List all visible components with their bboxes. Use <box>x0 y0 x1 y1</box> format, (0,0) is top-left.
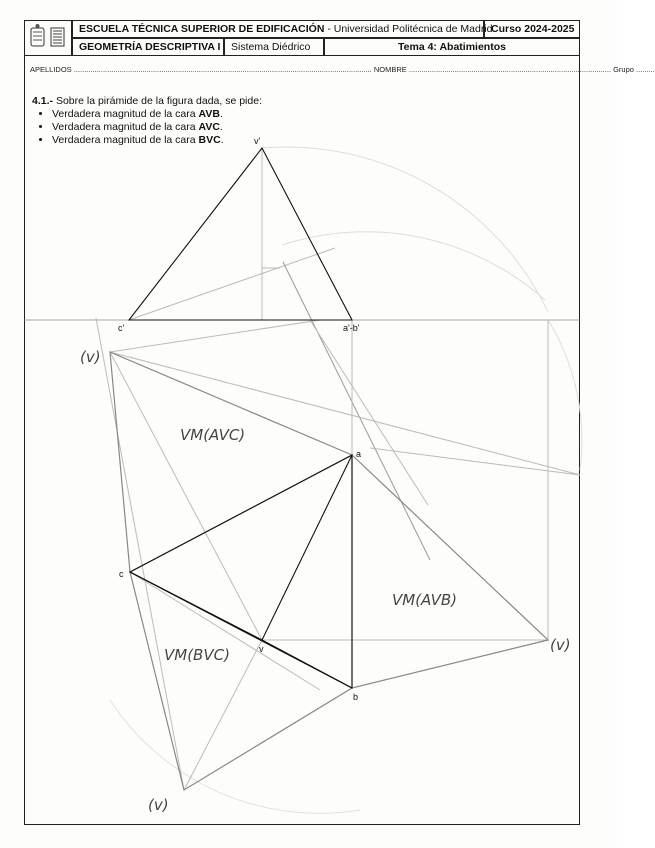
name-label: NOMBRE <box>373 65 407 74</box>
exercise-item: • Verdadera magnitud de la cara AVB. <box>52 108 262 121</box>
rotation-arc-right <box>548 320 582 470</box>
group-line[interactable]: ......... <box>636 65 655 74</box>
topic-title: Tema 4: Abatimientos <box>324 38 580 56</box>
label-c-prime: c' <box>118 323 125 333</box>
label-c: c <box>119 569 124 579</box>
university-name: - Universidad Politécnica de Madrid <box>327 23 493 35</box>
annotation-vm-bvc: VM(BVC) <box>164 646 230 664</box>
face-avc-true <box>110 352 352 572</box>
subject-name: GEOMETRÍA DESCRIPTIVA I <box>72 38 224 56</box>
elevation-triangle <box>129 148 352 320</box>
label-v: v <box>259 644 264 654</box>
true-magnitude-faces <box>110 352 548 790</box>
course-year: Curso 2024-2025 <box>484 20 580 38</box>
label-ab-prime: a'-b' <box>343 323 360 333</box>
elevation-projection <box>129 148 352 320</box>
name-line[interactable]: ................................................................................................. <box>408 65 611 74</box>
line-v-rot-up <box>110 320 320 352</box>
edge-va <box>262 455 352 640</box>
exercise-prompt-text: Sobre la pirámide de la figura dada, se pide: <box>55 95 262 107</box>
line-v-to-v <box>110 352 262 640</box>
fold-left <box>96 318 184 790</box>
surname-label: APELLIDOS <box>30 65 72 74</box>
label-a: a <box>356 449 362 459</box>
label-b: b <box>353 692 359 702</box>
rotation-axis-long <box>283 262 430 560</box>
line-v-rot-right <box>110 352 580 475</box>
construction-lines <box>96 147 582 813</box>
face-avb-true <box>352 455 548 688</box>
construction-hinge <box>129 248 335 320</box>
annotation-v-rot-bottom: (v) <box>148 796 169 814</box>
exercise-number: 4.1.- <box>32 95 54 107</box>
group-label: Grupo <box>613 65 634 74</box>
edge-vb <box>262 640 352 688</box>
rotation-arc-mid <box>282 232 545 300</box>
surname-line[interactable]: ............................................................................................................................................... <box>73 65 372 74</box>
annotation-vm-avc: VM(AVC) <box>180 426 246 444</box>
school-title: ESCUELA TÉCNICA SUPERIOR DE EDIFICACIÓN <box>79 23 325 35</box>
exercise-item: • Verdadera magnitud de la cara BVC. <box>52 134 262 147</box>
annotation-v-rot-left: (v) <box>80 348 101 366</box>
annotation-vm-avb: VM(AVB) <box>392 591 457 609</box>
exercise-item: • Verdadera magnitud de la cara AVC. <box>52 121 262 134</box>
fold-diag <box>310 320 428 505</box>
annotation-v-rot-right: (v) <box>550 636 571 654</box>
label-v-prime: v' <box>254 136 261 146</box>
system-name: Sistema Diédrico <box>224 38 324 56</box>
line-c-across <box>130 572 320 690</box>
